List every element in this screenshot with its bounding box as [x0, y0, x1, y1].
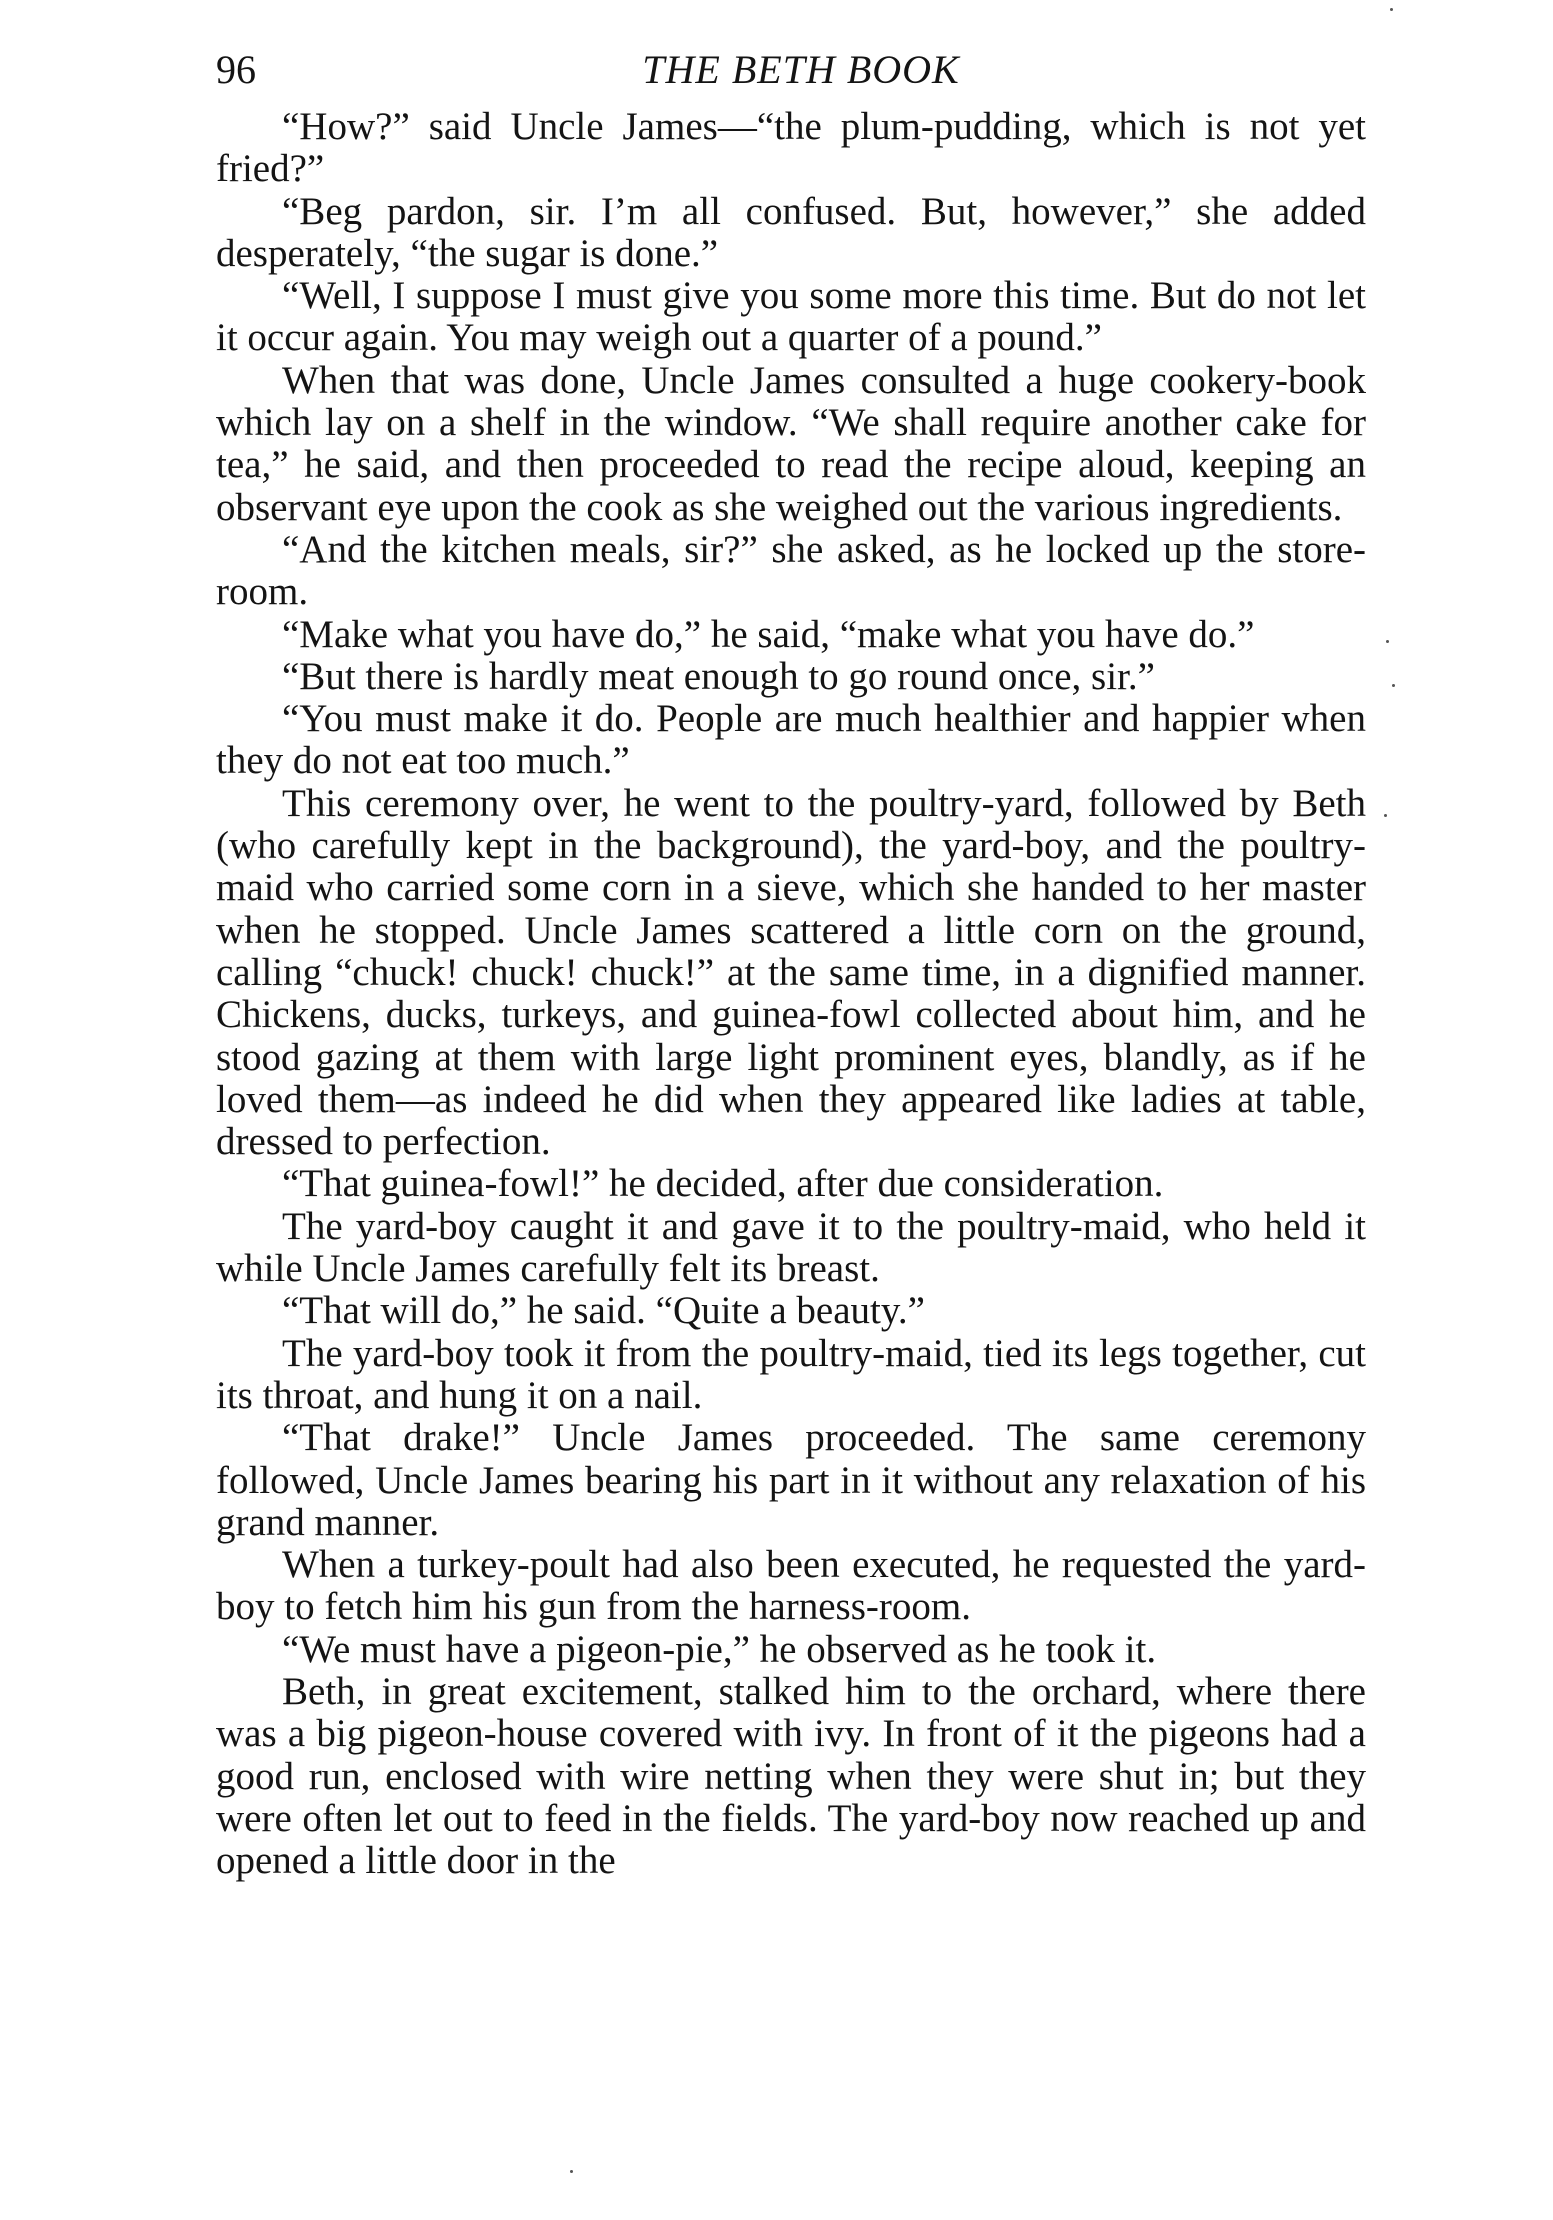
- scan-speck: [570, 2170, 573, 2173]
- paragraph: When a turkey-poult had also been executed, he requested the yard-boy to fetch him his gun from the harness-room.: [216, 1543, 1366, 1629]
- paragraph: “And the kitchen meals, sir?” she asked, as he locked up the store-room.: [216, 527, 1366, 614]
- scan-speck: [1386, 640, 1389, 643]
- page-number: 96: [216, 47, 256, 92]
- paragraph: This ceremony over, he went to the poultry-yard, followed by Beth (who carefully kept in the background), the yard-boy, and the poultry-maid who carried some corn in a sieve, which she handed to her master when he stopped. Uncle James scattered a little corn on the ground, calling “chuck! chuck! chuck!” at the same time, in a dignified manner. Chickens, ducks, turkeys, and guinea-fowl collected about him, and he stood gazing at them with large light prominent eyes, blandly, as if he loved them—as indeed he did when they appeared like ladies at table, dressed to perfection.: [216, 781, 1366, 1164]
- paragraph: “Beg pardon, sir. I’m all confused. But, however,” she added desperately, “the sugar is done.”: [216, 189, 1366, 275]
- paragraph: “Well, I suppose I must give you some more this time. But do not let it occur again. You may weigh out a quarter of a pound.”: [216, 274, 1366, 360]
- paragraph: “That will do,” he said. “Quite a beauty.”: [282, 1289, 925, 1333]
- paragraph: The yard-boy caught it and gave it to the poultry-maid, who held it while Uncle James carefully felt its breast.: [216, 1204, 1366, 1291]
- scan-speck: [1384, 814, 1387, 817]
- paragraph: The yard-boy took it from the poultry-maid, tied its legs together, cut its throat, and hung it on a nail.: [216, 1331, 1366, 1417]
- paragraph: “You must make it do. People are much healthier and happier when they do not eat too much.”: [216, 697, 1366, 783]
- scan-speck: [1390, 8, 1393, 11]
- paragraph: “That drake!” Uncle James proceeded. The same ceremony followed, Uncle James bearing his part in it without any relaxation of his grand manner.: [216, 1416, 1366, 1544]
- paragraph: “But there is hardly meat enough to go round once, sir.”: [282, 654, 1155, 698]
- paragraph: “That guinea-fowl!” he decided, after due consideration.: [282, 1162, 1164, 1206]
- paragraph: Beth, in great excitement, stalked him to the orchard, where there was a big pigeon-house covered with ivy. In front of it the pigeons had a good run, enclosed with wire netting when they were shut in; but they were often let out to feed in the fields. The yard-boy now reached up and opened a little door in the: [216, 1669, 1366, 1883]
- body-text: [216, 106, 1366, 1882]
- paragraph: When that was done, Uncle James consulted a huge cookery-book which lay on a shelf in the window. “We shall require another cake for tea,” he said, and then proceeded to read the recipe aloud, keeping an observant eye upon the cook as she weighed out the various ingredients.: [216, 358, 1366, 529]
- running-title: THE BETH BOOK: [642, 47, 960, 92]
- page-header: [216, 40, 1366, 100]
- paragraph: “Make what you have do,” he said, “make what you have do.”: [282, 612, 1255, 656]
- scan-speck: [1392, 684, 1395, 687]
- paragraph: “How?” said Uncle James—“the plum-pudding, which is not yet fried?”: [216, 105, 1366, 191]
- paragraph: “We must have a pigeon-pie,” he observed as he took it.: [282, 1627, 1157, 1671]
